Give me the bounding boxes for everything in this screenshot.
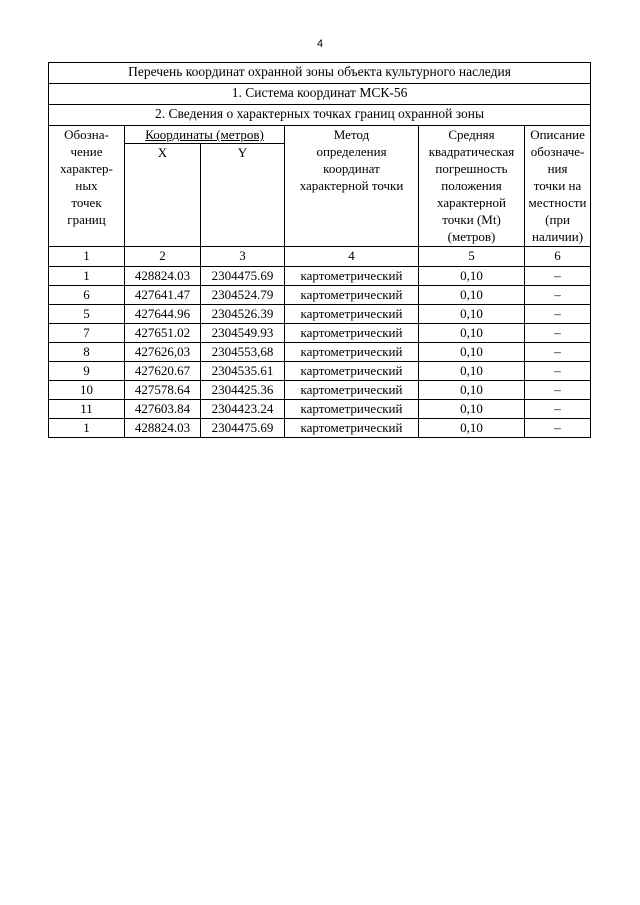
section-title: 2. Сведения о характерных точках границ охранной зоны (49, 105, 591, 126)
table-row (49, 381, 591, 400)
table-row (49, 267, 591, 286)
x-coordinate-cell: 428824.03 (125, 419, 201, 438)
error-cell: 0,10 (419, 267, 525, 286)
point-number-cell: 1 (49, 267, 125, 286)
table-title: Перечень координат охранной зоны объекта культурного наследия (49, 63, 591, 84)
y-coordinate-cell: 2304549.93 (201, 324, 285, 343)
header-y: Y (201, 144, 285, 247)
header-designation: Обозна- чение характер- ных точек границ (49, 126, 125, 247)
method-cell: картометрический (285, 286, 419, 305)
description-cell: – (525, 343, 591, 362)
y-coordinate-cell: 2304553,68 (201, 343, 285, 362)
point-number-cell: 6 (49, 286, 125, 305)
method-cell: картометрический (285, 362, 419, 381)
error-cell: 0,10 (419, 400, 525, 419)
method-cell: картометрический (285, 305, 419, 324)
table-row (49, 324, 591, 343)
point-number-cell: 5 (49, 305, 125, 324)
point-number-cell: 1 (49, 419, 125, 438)
point-number-cell: 10 (49, 381, 125, 400)
x-coordinate-cell: 427603.84 (125, 400, 201, 419)
table-row (49, 343, 591, 362)
point-number-cell: 9 (49, 362, 125, 381)
x-coordinate-cell: 427644.96 (125, 305, 201, 324)
error-cell: 0,10 (419, 343, 525, 362)
column-numbers-row (49, 247, 591, 267)
y-coordinate-cell: 2304526.39 (201, 305, 285, 324)
error-cell: 0,10 (419, 324, 525, 343)
error-cell: 0,10 (419, 305, 525, 324)
header-description: Описание обозначе- ния точки на местности (при наличии) (525, 126, 591, 247)
coordinates-table (48, 62, 591, 438)
page-number: 4 (316, 38, 324, 50)
description-cell: – (525, 324, 591, 343)
y-coordinate-cell: 2304475.69 (201, 419, 285, 438)
y-coordinate-cell: 2304475.69 (201, 267, 285, 286)
description-cell: – (525, 381, 591, 400)
column-number: 1 (49, 247, 125, 267)
column-number: 3 (201, 247, 285, 267)
y-coordinate-cell: 2304535.61 (201, 362, 285, 381)
y-coordinate-cell: 2304425.36 (201, 381, 285, 400)
point-number-cell: 11 (49, 400, 125, 419)
method-cell: картометрический (285, 324, 419, 343)
table-body (49, 267, 591, 438)
x-coordinate-cell: 427651.02 (125, 324, 201, 343)
column-number: 6 (525, 247, 591, 267)
method-cell: картометрический (285, 267, 419, 286)
table-row (49, 419, 591, 438)
x-coordinate-cell: 427626,03 (125, 343, 201, 362)
description-cell: – (525, 286, 591, 305)
x-coordinate-cell: 427620.67 (125, 362, 201, 381)
x-coordinate-cell: 428824.03 (125, 267, 201, 286)
x-coordinate-cell: 427641.47 (125, 286, 201, 305)
header-method: Метод определения координат характерной точки (285, 126, 419, 247)
method-cell: картометрический (285, 400, 419, 419)
header-error: Средняя квадратическая погрешность положения характерной точки (Mt) (метров) (419, 126, 525, 247)
description-cell: – (525, 362, 591, 381)
method-cell: картометрический (285, 343, 419, 362)
x-coordinate-cell: 427578.64 (125, 381, 201, 400)
header-x: X (125, 144, 201, 247)
description-cell: – (525, 419, 591, 438)
table-row (49, 400, 591, 419)
description-cell: – (525, 400, 591, 419)
point-number-cell: 8 (49, 343, 125, 362)
column-number: 2 (125, 247, 201, 267)
table-row (49, 362, 591, 381)
header-coordinates: Координаты (метров) (125, 126, 285, 144)
method-cell: картометрический (285, 419, 419, 438)
coordinate-system: 1. Система координат МСК-56 (49, 84, 591, 105)
error-cell: 0,10 (419, 381, 525, 400)
description-cell: – (525, 305, 591, 324)
error-cell: 0,10 (419, 419, 525, 438)
error-cell: 0,10 (419, 286, 525, 305)
description-cell: – (525, 267, 591, 286)
point-number-cell: 7 (49, 324, 125, 343)
y-coordinate-cell: 2304423.24 (201, 400, 285, 419)
column-number: 4 (285, 247, 419, 267)
table-row (49, 305, 591, 324)
y-coordinate-cell: 2304524.79 (201, 286, 285, 305)
error-cell: 0,10 (419, 362, 525, 381)
method-cell: картометрический (285, 381, 419, 400)
table-row (49, 286, 591, 305)
column-number: 5 (419, 247, 525, 267)
